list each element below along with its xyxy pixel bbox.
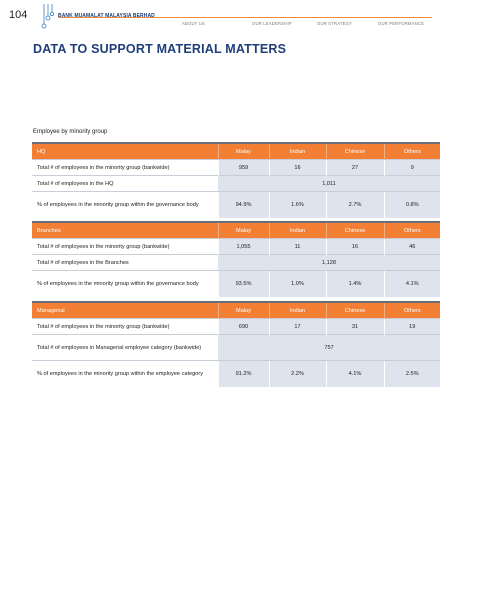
cell-value: 91.2% <box>218 361 269 387</box>
col-header-others: Others <box>384 144 440 160</box>
cell-value: 1.4% <box>326 271 384 297</box>
col-header-indian: Indian <box>269 303 326 319</box>
table-row <box>32 176 440 192</box>
cell-value: 690 <box>218 319 269 335</box>
table-row <box>32 271 440 297</box>
page-title: DATA TO SUPPORT MATERIAL MATTERS <box>33 42 287 56</box>
cell-value: 16 <box>326 239 384 255</box>
row-label: Total # of employees in the minority group (bankwide) <box>32 160 218 176</box>
circuit-decoration-icon <box>40 4 58 32</box>
table-caption: Employee by minority group <box>33 129 108 135</box>
col-header-malay: Malay <box>218 144 269 160</box>
nav-our-leadership[interactable]: OUR LEADERSHIP <box>252 21 292 26</box>
table-row <box>32 239 440 255</box>
row-label: % of employees in the minority group within the governance body <box>32 192 218 218</box>
col-header-malay: Malay <box>218 303 269 319</box>
header-rule <box>58 17 432 18</box>
cell-value: 1,055 <box>218 239 269 255</box>
col-header-chinese: Chinese <box>326 303 384 319</box>
section-header-managerial: Managerial <box>32 303 218 319</box>
table-row <box>32 319 440 335</box>
cell-value: 1.6% <box>269 192 326 218</box>
cell-value: 0.8% <box>384 192 440 218</box>
col-header-indian: Indian <box>269 223 326 239</box>
cell-value: 9 <box>384 160 440 176</box>
row-label: % of employees in the minority group within the governance body <box>32 271 218 297</box>
managerial-table <box>32 303 440 387</box>
nav-our-performance[interactable]: OUR PERFORMANCE <box>378 21 425 26</box>
branches-table <box>32 223 440 297</box>
cell-value: 17 <box>269 319 326 335</box>
cell-value: 11 <box>269 239 326 255</box>
table-row <box>32 160 440 176</box>
col-header-chinese: Chinese <box>326 144 384 160</box>
row-label: % of employees in the minority group within the employee category <box>32 361 218 387</box>
cell-value: 93.5% <box>218 271 269 297</box>
col-header-malay: Malay <box>218 223 269 239</box>
row-label: Total # of employees in the HQ <box>32 176 218 192</box>
cell-value: 4.1% <box>384 271 440 297</box>
table-row <box>32 335 440 361</box>
cell-value: 27 <box>326 160 384 176</box>
cell-total: 757 <box>218 335 440 361</box>
nav-our-strategy[interactable]: OUR STRATEGY <box>317 21 353 26</box>
cell-value: 31 <box>326 319 384 335</box>
row-label: Total # of employees in the minority group (bankwide) <box>32 239 218 255</box>
col-header-others: Others <box>384 303 440 319</box>
cell-value: 2.7% <box>326 192 384 218</box>
section-header-hq: HQ <box>32 144 218 160</box>
cell-value: 2.2% <box>269 361 326 387</box>
table-row <box>32 255 440 271</box>
row-label: Total # of employees in the minority group (bankwide) <box>32 319 218 335</box>
hq-table <box>32 144 440 218</box>
table-row <box>32 192 440 218</box>
cell-value: 1.0% <box>269 271 326 297</box>
cell-value: 19 <box>384 319 440 335</box>
cell-value: 4.1% <box>326 361 384 387</box>
col-header-others: Others <box>384 223 440 239</box>
col-header-indian: Indian <box>269 144 326 160</box>
cell-value: 2.5% <box>384 361 440 387</box>
cell-total: 1,128 <box>218 255 440 271</box>
cell-value: 16 <box>269 160 326 176</box>
row-label: Total # of employees in the Branches <box>32 255 218 271</box>
page-number: 104 <box>9 9 28 21</box>
section-header-branches: Branches <box>32 223 218 239</box>
cell-total: 1,011 <box>218 176 440 192</box>
nav-about-us[interactable]: ABOUT US <box>182 21 205 26</box>
cell-value: 959 <box>218 160 269 176</box>
col-header-chinese: Chinese <box>326 223 384 239</box>
cell-value: 46 <box>384 239 440 255</box>
table-row <box>32 361 440 387</box>
row-label: Total # of employees in Managerial employee category (bankwide) <box>32 335 218 361</box>
cell-value: 94.9% <box>218 192 269 218</box>
